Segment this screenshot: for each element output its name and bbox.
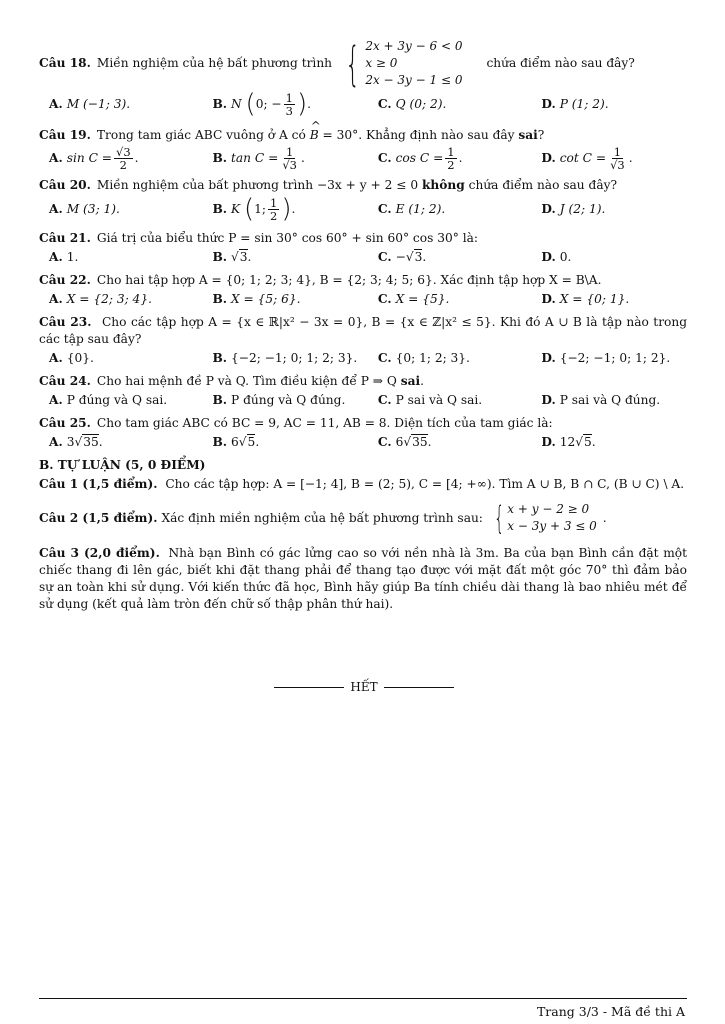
question-label: Câu 3 (2,0 điểm). bbox=[39, 546, 160, 560]
question-text: chứa điểm nào sau đây? bbox=[486, 56, 635, 70]
options-row bbox=[39, 350, 687, 367]
question-23-stem bbox=[39, 314, 687, 348]
question-label: Câu 20. bbox=[39, 178, 91, 192]
question-text: Miền nghiệm của bất phương trình −3x + y + 2 ≤ 0 bbox=[96, 178, 419, 192]
end-text: HẾT bbox=[350, 680, 378, 694]
end-marker bbox=[274, 680, 454, 694]
option-b: B. tan C = $\frac{1}{√3}$ . bbox=[212, 145, 305, 172]
question-20 bbox=[39, 177, 687, 222]
question-22 bbox=[39, 272, 687, 308]
option-b: B. X = {5; 6}. bbox=[212, 292, 301, 306]
question-label: Câu 1 (1,5 điểm). bbox=[39, 477, 158, 491]
question-label: Câu 2 (1,5 điểm). bbox=[39, 510, 158, 525]
question-label: Câu 18. bbox=[39, 56, 91, 70]
question-text: Xác định miền nghiệm của hệ bất phương trình sau: bbox=[161, 510, 483, 525]
options-row bbox=[39, 146, 687, 171]
option-d: D. P (1; 2). bbox=[541, 96, 609, 111]
divider bbox=[384, 687, 454, 688]
option-a: A. X = {2; 3; 4}. bbox=[49, 292, 152, 306]
option-a: A. sin C = $\frac{√3}{2}$ . bbox=[49, 145, 139, 172]
question-25-stem bbox=[39, 415, 687, 432]
option-b: B. K ( 1; $\frac{1}{2}$ ) . bbox=[212, 194, 296, 224]
question-text: Cho hai tập hợp A = {0; 1; 2; 3; 4}, B = {2; 3; 4; 5; 6}. Xác định tập hợp X = B\A. bbox=[96, 273, 602, 287]
question-23 bbox=[39, 314, 687, 367]
question-text: Cho hai mệnh đề P và Q. Tìm điều kiện để P ⇒ Q bbox=[96, 374, 397, 388]
divider bbox=[274, 687, 344, 688]
options-row bbox=[39, 249, 687, 266]
inequality-system bbox=[338, 38, 462, 89]
page-footer: Trang 3/3 - Mã đề thi A bbox=[536, 1004, 685, 1019]
option-c: C. Q (0; 2). bbox=[377, 96, 447, 111]
option-d: D. 0. bbox=[541, 250, 572, 264]
question-label: Câu 19. bbox=[39, 128, 91, 142]
option-b: B. {−2; −1; 0; 1; 2; 3}. bbox=[212, 351, 358, 365]
question-text: Cho tam giác ABC có BC = 9, AC = 11, AB = 8. Diện tích của tam giác là: bbox=[96, 416, 553, 430]
question-19-stem: Câu 19. Trong tam giác ABC vuông ở A có ^ B = 30°. Khẳng định nào sau đây sai ? bbox=[39, 127, 687, 144]
option-d: D. X = {0; 1}. bbox=[541, 292, 630, 306]
inequality-system bbox=[489, 501, 597, 535]
option-a: A. M (3; 1). bbox=[49, 201, 120, 216]
question-label: Câu 21. bbox=[39, 231, 91, 245]
angle-symbol: ^ B bbox=[310, 127, 319, 144]
brace-icon: { bbox=[494, 499, 505, 537]
question-label: Câu 23. bbox=[39, 315, 92, 329]
options-row bbox=[39, 434, 687, 451]
option-a: A. 3 √35 . bbox=[49, 435, 103, 449]
question-text: Trong tam giác ABC vuông ở A có bbox=[96, 128, 306, 142]
question-18 bbox=[39, 38, 687, 117]
system-line: x + y − 2 ≥ 0 bbox=[507, 502, 590, 516]
option-c: C. P sai và Q sai. bbox=[377, 393, 483, 407]
system-line: x − 3y + 3 ≤ 0 bbox=[507, 519, 597, 533]
question-18-stem bbox=[39, 38, 687, 89]
brace-icon: { bbox=[345, 36, 360, 91]
options-row bbox=[39, 291, 687, 308]
question-21-stem bbox=[39, 230, 687, 247]
question-text: Cho các tập hợp: A = [−1; 4], B = (2; 5), C = [4; +∞). Tìm A ∪ B, B ∩ C, (B ∪ C) \ A. bbox=[165, 477, 685, 491]
question-24-stem: Câu 24. Cho hai mệnh đề P và Q. Tìm điều kiện để P ⇒ Q sai . bbox=[39, 374, 424, 388]
essay-question-1 bbox=[39, 476, 687, 493]
section-heading: B. TỰ LUẬN (5, 0 ĐIỂM) bbox=[39, 458, 206, 472]
options-row bbox=[39, 392, 687, 409]
option-d: D. 12 √5 . bbox=[541, 435, 596, 449]
option-c: C. X = {5}. bbox=[377, 292, 450, 306]
question-text: Cho các tập hợp A = {x ∈ ℝ|x² − 3x = 0}, B = {x ∈ ℤ|x² ≤ 5}. Khi đó A ∪ B là tập nào trong các tập sau đây? bbox=[39, 315, 688, 346]
option-c: C. cos C = $\frac{1}{2}$ . bbox=[377, 145, 463, 172]
question-text: Nhà bạn Bình có gác lửng cao so với nền nhà là 3m. Ba của bạn Bình cần đặt một chiếc thang đi lên gác, biết khi đặt thang phải để thang tạo được với mặt đất một góc 70° thì đảm bảo sự an toàn khi sử dụng. Với kiến thức đã học, Bình hãy giúp Ba tính chiều dài thang là bao nhiêu mét để sử dụng (kết quả làm tròn đến chữ số thập phân thứ hai). bbox=[39, 546, 688, 611]
question-label: Câu 24. bbox=[39, 374, 91, 388]
system-line: 2x − 3y − 1 ≤ 0 bbox=[365, 73, 463, 87]
question-19 bbox=[39, 127, 687, 171]
footer-divider bbox=[39, 998, 687, 999]
options-row bbox=[39, 196, 687, 222]
essay-question-2: Câu 2 (1,5 điểm). Xác định miền nghiệm của hệ bất phương trình sau: { x + y − 2 ≥ 0 x − 3y + 3 ≤ 0 . bbox=[39, 499, 607, 537]
option-b: B. √3 . bbox=[212, 250, 252, 264]
question-20-stem: Câu 20. Miền nghiệm của bất phương trình −3x + y + 2 ≤ 0 không chứa điểm nào sau đây? bbox=[39, 178, 618, 192]
option-a: A. P đúng và Q sai. bbox=[49, 393, 168, 407]
option-d: D. J (2; 1). bbox=[541, 201, 606, 216]
option-c: C. − √3 . bbox=[377, 250, 427, 264]
option-c: C. 6 √35 . bbox=[377, 435, 432, 449]
exam-page bbox=[39, 38, 687, 613]
essay-question-3 bbox=[39, 545, 687, 613]
option-b: B. P đúng và Q đúng. bbox=[212, 393, 346, 407]
options-row bbox=[39, 91, 687, 117]
question-24 bbox=[39, 373, 687, 409]
option-b: B. 6 √5 . bbox=[212, 435, 260, 449]
question-text: Miền nghiệm của hệ bất phương trình bbox=[96, 56, 333, 70]
option-b: B. N ( 0; − $\frac{1}{3}$ ) . bbox=[212, 89, 312, 119]
question-label: Câu 22. bbox=[39, 273, 91, 287]
question-21 bbox=[39, 230, 687, 266]
system-line: x ≥ 0 bbox=[365, 56, 398, 70]
option-a: A. M (−1; 3). bbox=[49, 96, 131, 111]
question-label: Câu 25. bbox=[39, 416, 91, 430]
option-c: C. E (1; 2). bbox=[377, 201, 446, 216]
question-text: Giá trị của biểu thức P = sin 30° cos 60° + sin 60° cos 30° là: bbox=[96, 231, 478, 245]
option-d: D. {−2; −1; 0; 1; 2}. bbox=[541, 351, 671, 365]
option-a: A. 1. bbox=[49, 250, 79, 264]
option-c: C. {0; 1; 2; 3}. bbox=[377, 351, 470, 365]
system-line: 2x + 3y − 6 < 0 bbox=[365, 39, 463, 53]
option-d: D. cot C = $\frac{1}{√3}$ . bbox=[541, 145, 633, 172]
option-d: D. P sai và Q đúng. bbox=[541, 393, 661, 407]
option-a: A. {0}. bbox=[49, 351, 94, 365]
question-25 bbox=[39, 415, 687, 451]
question-22-stem bbox=[39, 272, 687, 289]
